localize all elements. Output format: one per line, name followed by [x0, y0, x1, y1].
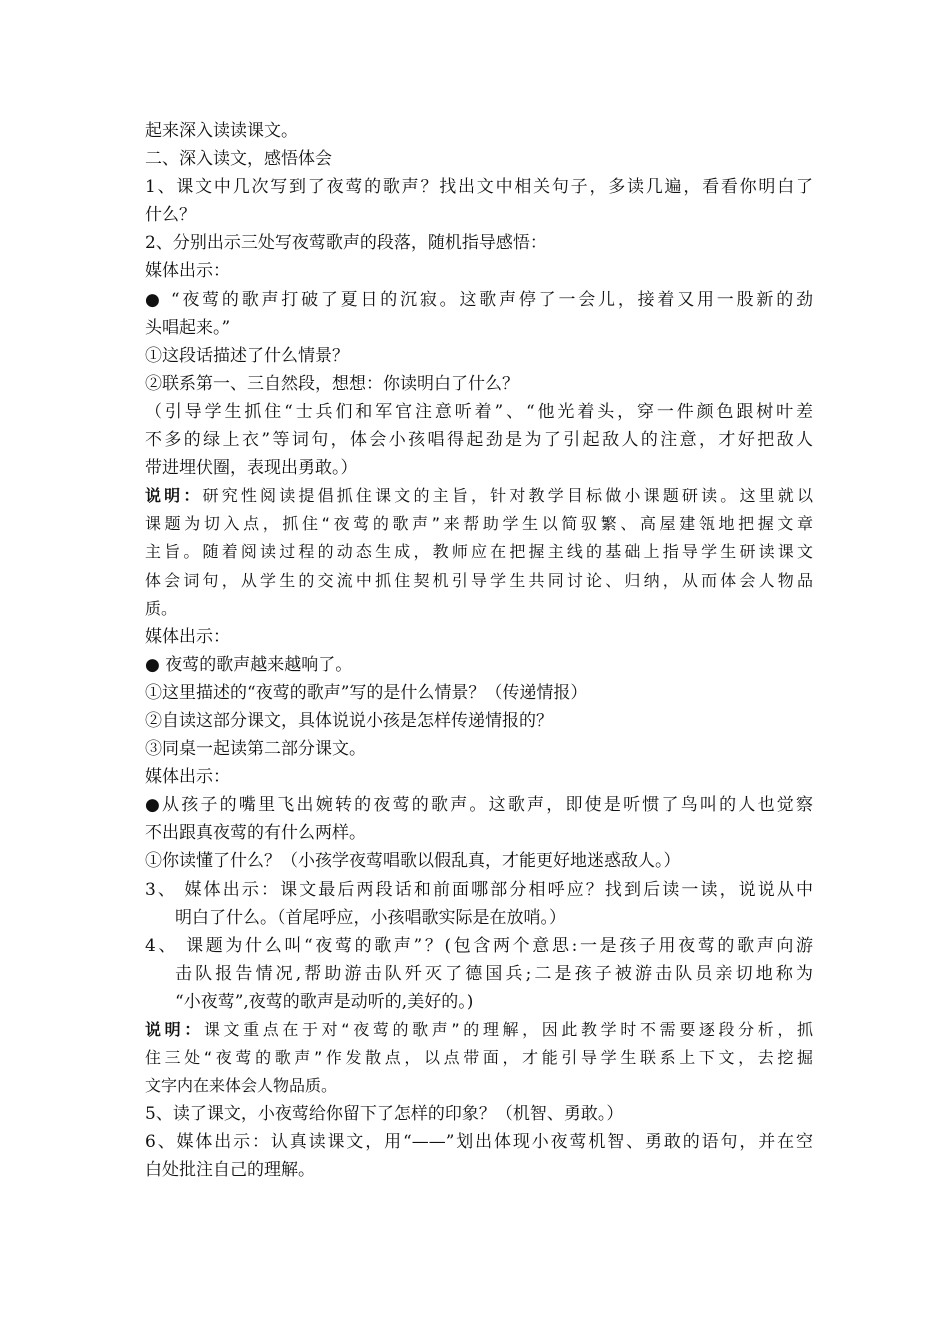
document-body	[145, 117, 813, 1185]
question-3: 3、 媒体出示：课文最后两段话和前面哪部分相呼应？找到后读一读，说说从中	[145, 879, 813, 900]
note-text: 研究性阅读提倡抓住课文的主旨，针对教学目标做小课题研读。这里就以	[202, 486, 813, 506]
note-label: 说明：	[145, 486, 203, 506]
guidance-text: 不多的绿上衣”等词句，体会小孩唱得起劲是为了引起敌人的注意，才好把敌人	[145, 430, 813, 451]
sub-question: ②联系第一、三自然段，想想：你读明白了什么？	[145, 373, 519, 394]
note-paragraph	[145, 1016, 813, 1044]
sub-question: ①这段话描述了什么情景？	[145, 345, 349, 366]
note-text: 质。	[145, 598, 178, 618]
sub-question: ①你读懂了什么？（小孩学夜莺唱歌以假乱真，才能更好地迷惑敌人。）	[145, 851, 681, 872]
text-line: 明白了什么。（首尾呼应，小孩唱歌实际是在放哨。）	[175, 907, 566, 928]
note-text: 文字内在来体会人物品质。	[145, 1076, 338, 1096]
note-text: 课文重点在于对“夜莺的歌声”的理解，因此教学时不需要逐段分析，抓	[203, 1020, 813, 1039]
text-line: “小夜莺”,夜莺的歌声是动听的,美好的。)	[175, 991, 474, 1012]
note-text: 课题为切入点，抓住“夜莺的歌声”来帮助学生以简驭繁、高屋建瓴地把握文章	[145, 514, 813, 534]
text-line: 击队报告情况,帮助游击队歼灭了德国兵;二是孩子被游击队员亲切地称为	[175, 963, 813, 984]
section-heading: 二、深入读文，感悟体会	[145, 149, 332, 170]
quote-bullet: ● “夜莺的歌声打破了夏日的沉寂。这歌声停了一会儿，接着又用一股新的劲	[145, 289, 813, 310]
note-label: 说明：	[145, 1020, 204, 1039]
question-2: 2、分别出示三处写夜莺歌声的段落，随机指导感悟：	[145, 233, 547, 254]
question-1: 1、课文中几次写到了夜莺的歌声？找出文中相关句子，多读几遍，看看你明白了	[145, 177, 813, 198]
text-line: 白处批注自己的理解。	[145, 1160, 315, 1181]
sub-question: ②自读这部分课文，具体说说小孩是怎样传递情报的？	[145, 710, 553, 731]
question-6: 6、媒体出示：认真读课文，用“——”划出体现小夜莺机智、勇敢的语句，并在空	[145, 1132, 813, 1153]
note-text: 体会词句，从学生的交流中抓住契机引导学生共同讨论、归纳，从而体会人物品	[145, 570, 813, 590]
note-paragraph	[145, 482, 813, 510]
sub-question: ①这里描述的“夜莺的歌声”写的是什么情景？（传递情报）	[145, 682, 588, 703]
media-label: 媒体出示：	[145, 626, 230, 647]
note-text: 住三处“夜莺的歌声”作发散点，以点带面，才能引导学生联系上下文，去挖掘	[145, 1048, 813, 1068]
quote-bullet: ●从孩子的嘴里飞出婉转的夜莺的歌声。这歌声，即使是听惯了鸟叫的人也觉察	[145, 795, 813, 816]
text-line: 不出跟真夜莺的有什么两样。	[145, 823, 366, 844]
media-label: 媒体出示：	[145, 767, 230, 788]
text-line: 起来深入读读课文。	[145, 121, 298, 141]
sub-question: ③同桌一起读第二部分课文。	[145, 739, 366, 760]
text-line: 头唱起来。”	[145, 317, 231, 338]
quote-bullet: ● 夜莺的歌声越来越响了。	[145, 654, 353, 675]
question-5: 5、读了课文，小夜莺给你留下了怎样的印象？（机智、勇敢。）	[145, 1104, 624, 1125]
media-label: 媒体出示：	[145, 261, 230, 282]
text-line: 什么？	[145, 205, 196, 226]
question-4: 4、 课题为什么叫“夜莺的歌声”？(包含两个意思:一是孩子用夜莺的歌声向游	[145, 935, 813, 956]
note-text: 主旨。随着阅读过程的动态生成，教师应在把握主线的基础上指导学生研读课文	[145, 542, 813, 562]
guidance-text: 带进埋伏圈，表现出勇敢。）	[145, 458, 358, 479]
guidance-text: （引导学生抓住“士兵们和军官注意听着”、“他光着头，穿一件颜色跟树叶差	[145, 401, 813, 422]
